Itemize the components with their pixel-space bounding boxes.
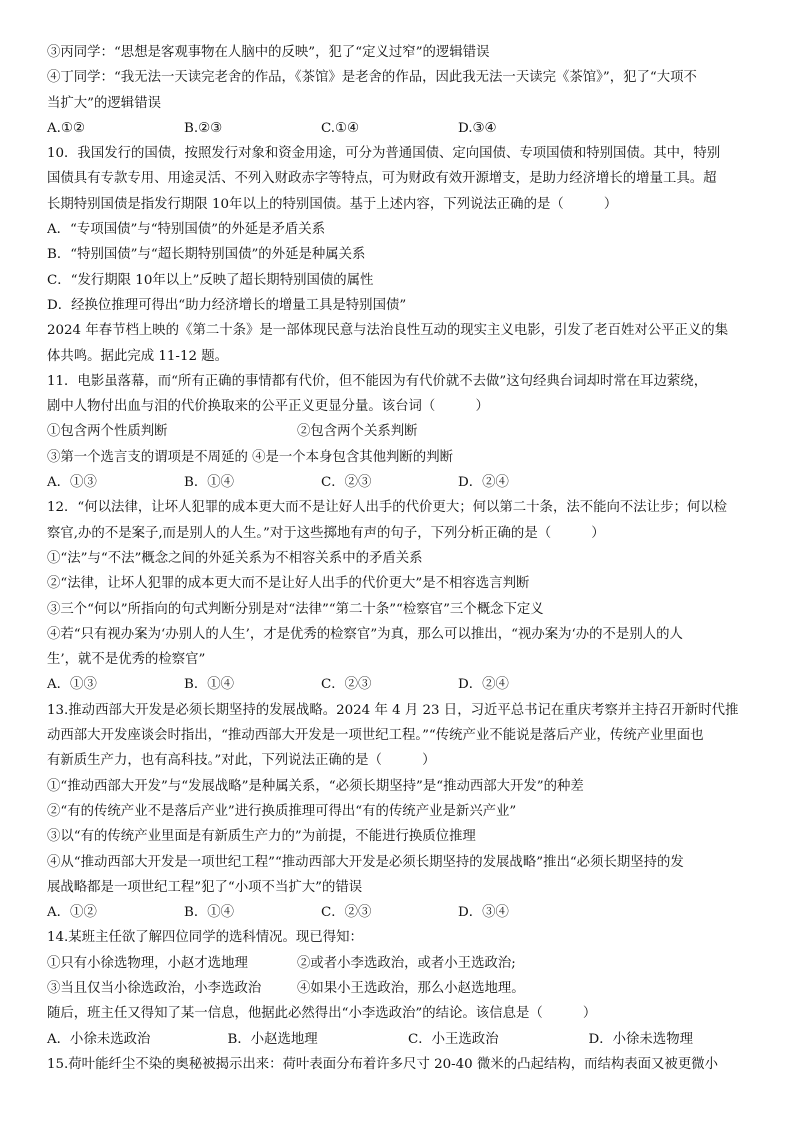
q9-option-c: C.①④	[321, 120, 360, 136]
q12-item-2: ②“法律，让坏人犯罪的成本更大而不是让好人出手的代价更大”是不相容选言判断	[47, 576, 530, 592]
q11-options	[47, 470, 769, 495]
q14-option-a: A．小徐未选政治	[47, 1031, 151, 1047]
q14-option-c: C．小王选政治	[408, 1031, 499, 1047]
q11-stem-2: 剧中人物付出血与泪的代价换取来的公平正义更显分量。该台词（ ）	[47, 399, 489, 415]
question-14	[47, 925, 769, 1051]
q14-options	[47, 1027, 769, 1052]
q9-item-3: ③丙同学：“思想是客观事物在人脑中的反映”，犯了“定义过窄”的逻辑错误	[47, 45, 490, 60]
q13-option-d: D．③④	[458, 905, 509, 921]
q10-option-a: A．“专项国债”与“特别国债”的外延是矛盾关系	[47, 222, 326, 238]
q12-item-4-line2: 生’，就不是优秀的检察官”	[47, 652, 206, 668]
q12-item-4-line1: ④若“只有视办案为‘办别人的人生’，才是优秀的检察官”为真，那么可以推出，“视办案为‘办的不是别人的人	[47, 626, 683, 642]
q13-option-c: C．②③	[321, 905, 372, 921]
q9-option-d: D.③④	[458, 120, 497, 136]
intro-line-2: 体共鸣。据此完成 11-12 题。	[47, 348, 229, 364]
q13-item-4-line2: 展战略都是一项世纪工程”犯了“小项不当扩大”的错误	[47, 879, 363, 895]
q14-option-d: D．小徐未选物理	[588, 1031, 693, 1047]
q12-item-3: ③三个“何以”所指向的句式判断分别是对“法律”“第二十条”“检察官”三个概念下定义	[47, 601, 544, 617]
q13-item-1: ①“推动西部大开发”与“发展战略”是种属关系，“必须长期坚持”是“推动西部大开发”的种差	[47, 778, 584, 794]
q14-follow-up: 随后，班主任又得知了某一信息，他据此必然得出“小李选政治”的结论。该信息是（ ）	[47, 1006, 597, 1022]
q10-stem-3: 长期特别国债是指发行期限 10年以上的特别国债。基于上述内容，下列说法正确的是（ ）	[47, 196, 618, 212]
q9-option-a: A.①②	[47, 120, 85, 136]
q10-option-c: C．“发行期限 10年以上”反映了超长期特别国债的属性	[47, 272, 374, 288]
q14-conditions-1-2	[47, 951, 769, 976]
q11-item-2: ②包含两个关系判断	[297, 424, 418, 440]
q14-condition-2: ②或者小李选政治，或者小王选政治;	[297, 955, 516, 971]
intro-11-12	[47, 318, 769, 369]
q13-item-2: ②“有的传统产业不是落后产业”进行换质推理可得出“有的传统产业是新兴产业”	[47, 803, 517, 819]
q10-stem-1: 10．我国发行的国债，按照发行对象和资金用途，可分为普通国债、定向国债、专项国债和特别国债。其中，特别	[47, 146, 721, 162]
q12-option-a: A．①③	[47, 677, 97, 693]
q12-option-c: C．②③	[321, 677, 372, 693]
q10-option-d: D．经换位推理可得出“助力经济增长的增量工具是特别国债”	[47, 297, 407, 313]
q14-condition-3: ③当且仅当小徐选政治，小李选政治	[47, 980, 262, 996]
q9-item-4-line2: 当扩大”的逻辑错误	[47, 95, 161, 111]
q11-option-c: C．②③	[321, 475, 372, 491]
q14-conditions-3-4	[47, 976, 769, 1001]
q14-condition-1: ①只有小徐选物理，小赵才选地理	[47, 955, 248, 971]
intro-line-1: 2024 年春节档上映的《第二十条》是一部体现民意与法治良性互动的现实主义电影，引发了老百姓对公平正义的集	[47, 323, 729, 339]
question-10	[47, 141, 769, 318]
q11-option-b: B．①④	[184, 475, 235, 491]
q9-options	[47, 116, 769, 141]
q13-option-a: A．①②	[47, 905, 97, 921]
q13-stem-3: 有新质生产力，也有高科技。”对此，下列说法正确的是（ ）	[47, 753, 436, 769]
q12-stem-1: 12．“何以法律，让坏人犯罪的成本更大而不是让好人出手的代价更大；何以第二十条，法不能向不法让步；何以检	[47, 500, 728, 516]
q11-stem-1: 11．电影虽落幕，而“所有正确的事情都有代价，但不能因为有代价就不去做”这句经典台词却时常在耳边萦绕，	[47, 373, 708, 389]
q12-item-1: ①“法”与“不法”概念之间的外延关系为不相容关系中的矛盾关系	[47, 550, 423, 566]
q15-stem-1: 15.荷叶能纤尘不染的奥秘被揭示出来：荷叶表面分布着许多尺寸 20-40 微米的凸起结构，而结构表面又被更微小	[47, 1056, 718, 1072]
question-9-tail	[47, 40, 769, 141]
q11-option-d: D．②④	[458, 475, 509, 491]
q14-condition-4: ④如果小王选政治，那么小赵选地理。	[297, 980, 525, 996]
q14-stem: 14.某班主任欲了解四位同学的选科情况。现已得知：	[47, 930, 363, 946]
q9-item-4-line1: ④丁同学：“我无法一天读完老舍的作品，《茶馆》是老舍的作品，因此我无法一天读完《茶馆》”，犯了“大项不	[47, 70, 697, 86]
exam-page	[47, 40, 769, 1077]
q12-options	[47, 672, 769, 697]
q12-option-d: D．②④	[458, 677, 509, 693]
question-11	[47, 369, 769, 495]
q14-option-b: B．小赵选地理	[227, 1031, 318, 1047]
q13-item-4-line1: ④从“推动西部大开发是一项世纪工程”“推动西部大开发是必须长期坚持的发展战略”推出“必须长期坚持的发	[47, 854, 684, 870]
question-12	[47, 495, 769, 697]
question-15	[47, 1052, 769, 1077]
q11-items-1-2	[47, 419, 769, 444]
q13-item-3: ③以“有的传统产业里面是有新质生产力的”为前提，不能进行换质位推理	[47, 829, 476, 845]
q13-stem-2: 动西部大开发座谈会时指出，“推动西部大开发是一项世纪工程。”“传统产业不能说是落后产业，传统产业里面也	[47, 728, 704, 744]
q13-options	[47, 900, 769, 925]
q13-stem-1: 13.推动西部大开发是必须长期坚持的发展战略。2024 年 4 月 23 日，习近平总书记在重庆考察并主持召开新时代推	[47, 702, 739, 718]
q12-option-b: B．①④	[184, 677, 235, 693]
q12-stem-2: 察官,办的不是案子,而是别人的人生。”对于这些掷地有声的句子，下列分析正确的是（ ）	[47, 525, 605, 541]
q10-option-b: B．“特别国债”与“超长期特别国债”的外延是种属关系	[47, 247, 366, 263]
q9-option-b: B.②③	[184, 120, 223, 136]
question-13	[47, 698, 769, 926]
q10-stem-2: 国债具有专款专用、用途灵活、不列入财政赤字等特点，可为财政有效开源增支，是助力经济增长的增量工具。超	[47, 171, 717, 187]
q11-items-3-4: ③第一个选言支的谓项是不周延的 ④是一个本身包含其他判断的判断	[47, 449, 453, 465]
q11-option-a: A．①③	[47, 475, 97, 491]
q11-item-1: ①包含两个性质判断	[47, 424, 168, 440]
q13-option-b: B．①④	[184, 905, 235, 921]
